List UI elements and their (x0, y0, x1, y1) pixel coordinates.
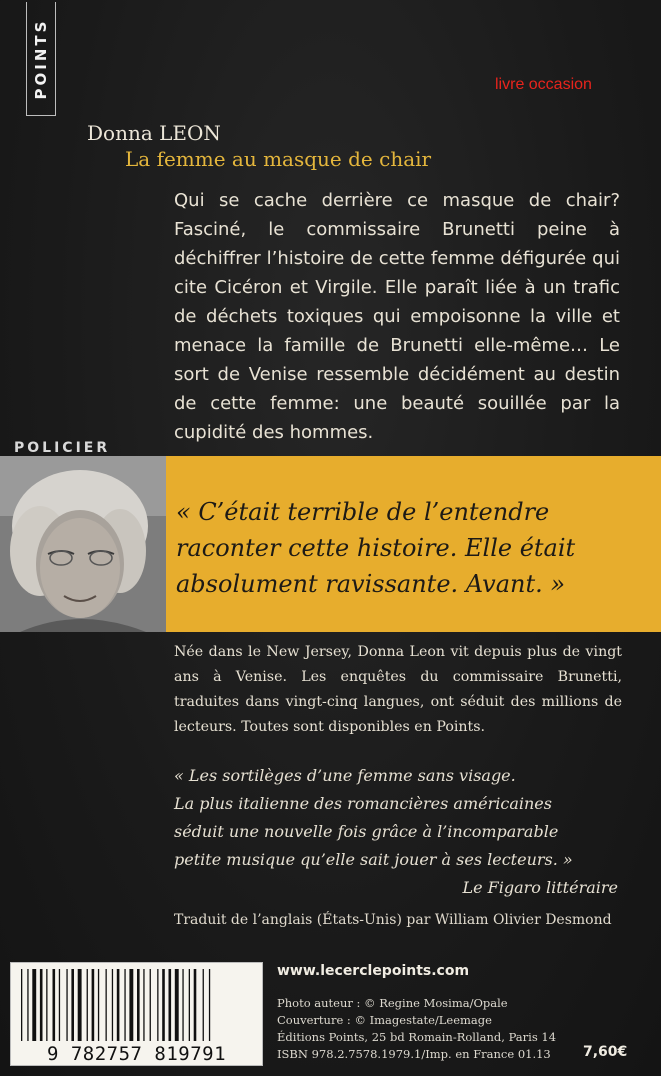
author-photo (0, 456, 166, 632)
publisher-logo (26, 2, 56, 116)
review-line: La plus italienne des romancières américaines (174, 794, 552, 813)
review-source: Le Figaro littéraire (462, 878, 618, 897)
translator-credit: Traduit de l’anglais (États-Unis) par William Olivier Desmond (174, 912, 612, 928)
price-label: 7,60€ (583, 1044, 628, 1060)
review-line: séduit une nouvelle fois grâce à l’incomparable (174, 822, 559, 841)
review-line: petite musique qu’elle sait jouer à ses lecteurs. » (174, 850, 573, 869)
book-title: La femme au masque de chair (125, 147, 432, 171)
credit-line: Photo auteur : © Regine Mosima/Opale (277, 996, 508, 1010)
barcode (10, 962, 263, 1066)
credits-list (277, 995, 556, 1063)
credit-line: Couverture : © Imagestate/Leemage (277, 1013, 492, 1027)
author-portrait-image (0, 456, 166, 632)
genre-label: POLICIER (14, 440, 111, 456)
quote-band (0, 456, 661, 632)
credit-line: ISBN 978.2.7578.1979.1/Imp. en France 01.13 (277, 1047, 551, 1061)
barcode-bars (19, 969, 256, 1041)
credit-line: Éditions Points, 25 bd Romain-Rolland, Paris 14 (277, 1030, 557, 1044)
author-bio: Née dans le New Jersey, Donna Leon vit depuis plus de vingt ans à Venise. Les enquêtes du commissaire Brunetti, traduites dans vingt-cinq langues, ont séduit des millions de lecteurs. Toutes sont disponibles en Points. (174, 644, 622, 735)
press-review (174, 762, 624, 902)
review-line: « Les sortilèges d’une femme sans visage. (174, 766, 516, 785)
publisher-logo-text: POINTS (32, 18, 50, 99)
blurb-text: Qui se cache derrière ce masque de chair? Fasciné, le commissaire Brunetti peine à déchiffrer l’histoire de cette femme défigurée qui cite Cicéron et Virgile. Elle paraît liée à un trafic de déchets toxiques qui empoisonne la ville et menace la famille de Brunetti elle-même… Le sort de Venise ressemble décidément au destin de cette femme: une beauté souillée par la cupidité des hommes. (174, 190, 620, 443)
author-name: Donna LEON (87, 121, 221, 145)
pull-quote-panel (166, 456, 661, 632)
pull-quote-text: « C’était terrible de l’entendre raconter cette histoire. Elle était absolument ravissante. Avant. » (176, 498, 576, 598)
website-link[interactable]: www.lecerclepoints.com (277, 963, 470, 979)
sticker-label: livre occasion (495, 76, 592, 93)
barcode-number: 9 782757 819791 (46, 1043, 227, 1065)
